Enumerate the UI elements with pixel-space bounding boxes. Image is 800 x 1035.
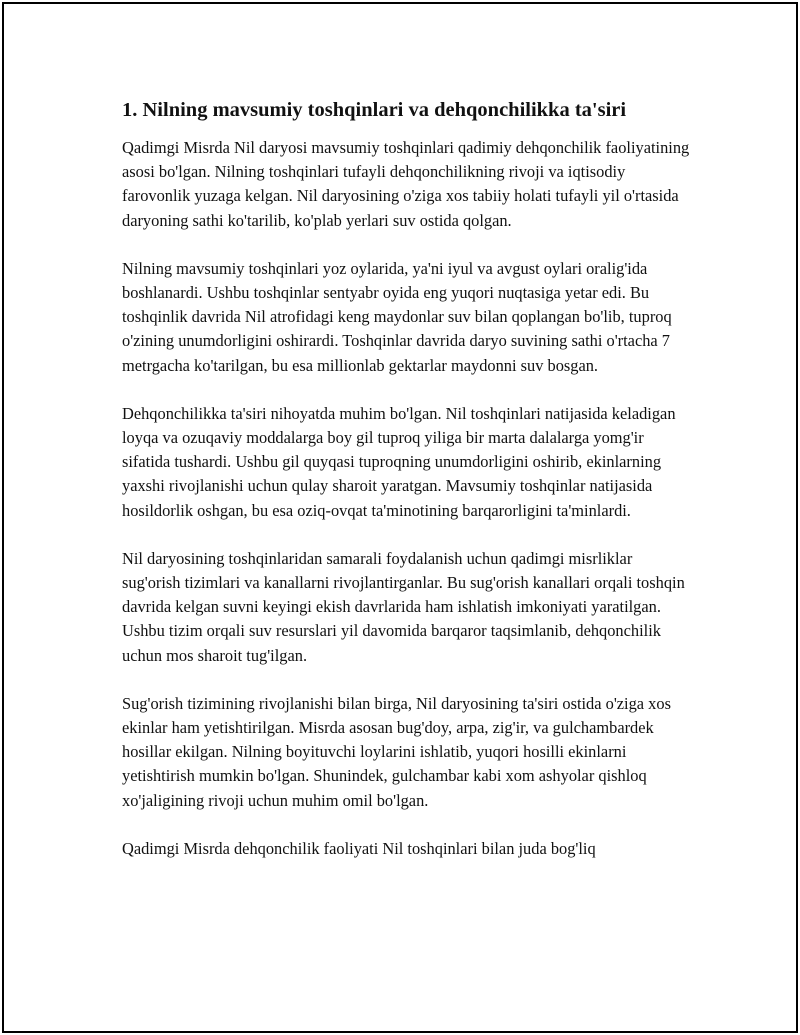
paragraph-3: Dehqonchilikka ta'siri nihoyatda muhim bo'lgan. Nil toshqinlari natijasida keladigan loyqa va ozuqaviy moddalarga boy gil tuproq yiliga bir marta dalalarga yomg'ir sifatida tushardi. Ushbu gil quyqasi tuproqning unumdorligini oshirib, ekinlarning yaxshi rivojlanishi uchun qulay sharoit yaratgan. Mavsumiy toshqinlar natijasida hosildorlik oshgan, bu esa oziq-ovqat ta'minotining barqarorligini ta'minlardi.	[122, 403, 676, 520]
paragraph-1: Qadimgi Misrda Nil daryosi mavsumiy toshqinlari qadimiy dehqonchilik faoliyatining asosi bo'lgan. Nilning toshqinlari tufayli dehqonchilikning rivoji va iqtisodiy farovonlik yuzaga kelgan. Nil daryosining o'ziga xos tabiiy holati tufayli yil o'rtasida daryoning sathi ko'tarilib, ko'plab yerlari suv ostida qolgan.	[122, 138, 690, 230]
paragraph-2: Nilning mavsumiy toshqinlari yoz oylarida, ya'ni iyul va avgust oylari oralig'ida boshlanardi. Ushbu toshqinlar sentyabr oyida eng yuqori nuqtasiga yetar edi. Bu toshqinlik davrida Nil atrofidagi keng maydonlar suv bilan qoplangan bo'lib, tuproq o'zining unumdorligini oshirardi. Toshqinlar davrida daryo suvining sathi o'rtacha 7 metrgacha ko'tarilgan, bu esa millionlab gektarlar maydonni suv bosgan.	[122, 258, 672, 375]
document-body	[122, 96, 692, 885]
page-frame	[2, 2, 798, 1033]
section-heading: 1. Nilning mavsumiy toshqinlari va dehqonchilikka ta'siri	[122, 99, 627, 121]
paragraph-6: Qadimgi Misrda dehqonchilik faoliyati Nil toshqinlari bilan juda bog'liq	[122, 838, 596, 858]
paragraph-4: Nil daryosining toshqinlaridan samarali foydalanish uchun qadimgi misrliklar sug'orish tizimlari va kanallarni rivojlantirganlar. Bu sug'orish kanallari orqali toshqin davrida kelgan suvni keyingi ekish davrlarida ham ishlatish imkoniyati yaratilgan. Ushbu tizim orqali suv resurslari yil davomida barqaror taqsimlanib, dehqonchilik uchun mos sharoit tug'ilgan.	[122, 548, 685, 665]
paragraph-5: Sug'orish tizimining rivojlanishi bilan birga, Nil daryosining ta'siri ostida o'ziga xos ekinlar ham yetishtirilgan. Misrda asosan bug'doy, arpa, zig'ir, va gulchambardek hosillar ekilgan. Nilning boyituvchi loylarini ishlatib, yuqori hosilli ekinlarni yetishtirish mumkin bo'lgan. Shunindek, gulchambar kabi xom ashyolar qishloq xo'jaligining rivoji uchun muhim omil bo'lgan.	[122, 693, 671, 810]
